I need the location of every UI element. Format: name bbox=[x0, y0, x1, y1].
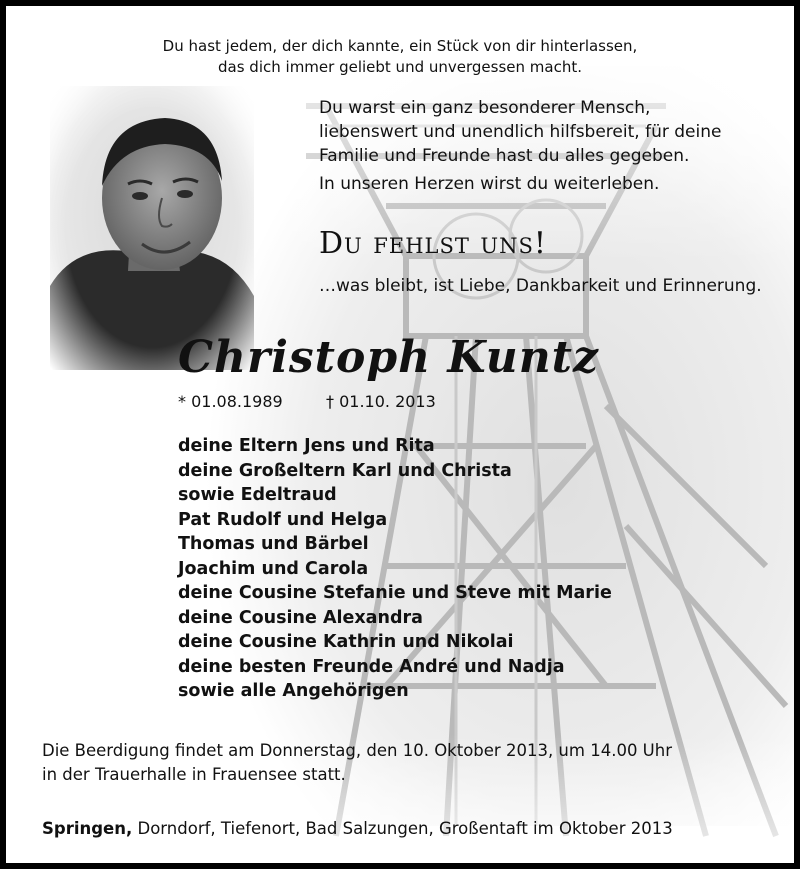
mourner-line: Thomas und Bärbel bbox=[178, 534, 369, 554]
heading-du-fehlst-uns bbox=[319, 226, 547, 262]
footer-place: Springen, bbox=[42, 819, 133, 838]
footer-places-date bbox=[42, 817, 673, 841]
portrait-photo bbox=[50, 86, 254, 370]
mourner-line: deine besten Freunde André und Nadja bbox=[178, 656, 565, 677]
top-quote-line-2: das dich immer geliebt und unvergessen macht. bbox=[218, 58, 582, 76]
funeral-notice bbox=[42, 739, 672, 787]
mourners-list bbox=[178, 434, 612, 704]
mourner-line: sowie alle Angehörigen bbox=[178, 681, 409, 701]
mourner-line: deine Eltern Jens und Rita bbox=[178, 436, 435, 456]
footer-rest: Dorndorf, Tiefenort, Bad Salzungen, Großentaft im Oktober 2013 bbox=[132, 819, 673, 838]
tribute-line-1: Du warst ein ganz besonderer Mensch, bbox=[319, 98, 651, 118]
mourner-line: Pat Rudolf und Helga bbox=[178, 509, 388, 530]
mourner-line: deine Cousine Alexandra bbox=[178, 607, 423, 628]
mourner-line: sowie Edeltraud bbox=[178, 485, 337, 505]
funeral-line-2: in der Trauerhalle in Frauensee statt. bbox=[42, 765, 346, 784]
mourner-line: deine Cousine Stefanie und Steve mit Marie bbox=[178, 583, 612, 603]
funeral-line-1: Die Beerdigung findet am Donnerstag, den 10. Oktober 2013, um 14.00 Uhr bbox=[42, 741, 673, 760]
sub-quote: …was bleibt, ist Liebe, Dankbarkeit und Erinnerung. bbox=[319, 276, 762, 296]
deceased-name: Christoph Kuntz bbox=[178, 332, 599, 383]
mourner-line: Joachim und Carola bbox=[178, 558, 369, 579]
heading-text: Du fehlst uns! bbox=[319, 226, 547, 261]
mourner-line: deine Großeltern Karl und Christa bbox=[178, 460, 512, 481]
death-date: † 01.10. 2013 bbox=[326, 392, 436, 411]
birth-date: * 01.08.1989 bbox=[178, 392, 283, 411]
tribute-line-2: liebenswert und unendlich hilfsbereit, für deine bbox=[319, 122, 722, 142]
tribute-line-4: In unseren Herzen wirst du weiterleben. bbox=[319, 174, 660, 194]
top-quote-line-1: Du hast jedem, der dich kannte, ein Stück von dir hinterlassen, bbox=[162, 37, 638, 55]
top-quote bbox=[6, 36, 794, 78]
tribute-paragraph bbox=[319, 96, 759, 196]
tribute-line-3: Familie und Freunde hast du alles gegeben. bbox=[319, 146, 690, 166]
mourner-line: deine Cousine Kathrin und Nikolai bbox=[178, 632, 514, 652]
